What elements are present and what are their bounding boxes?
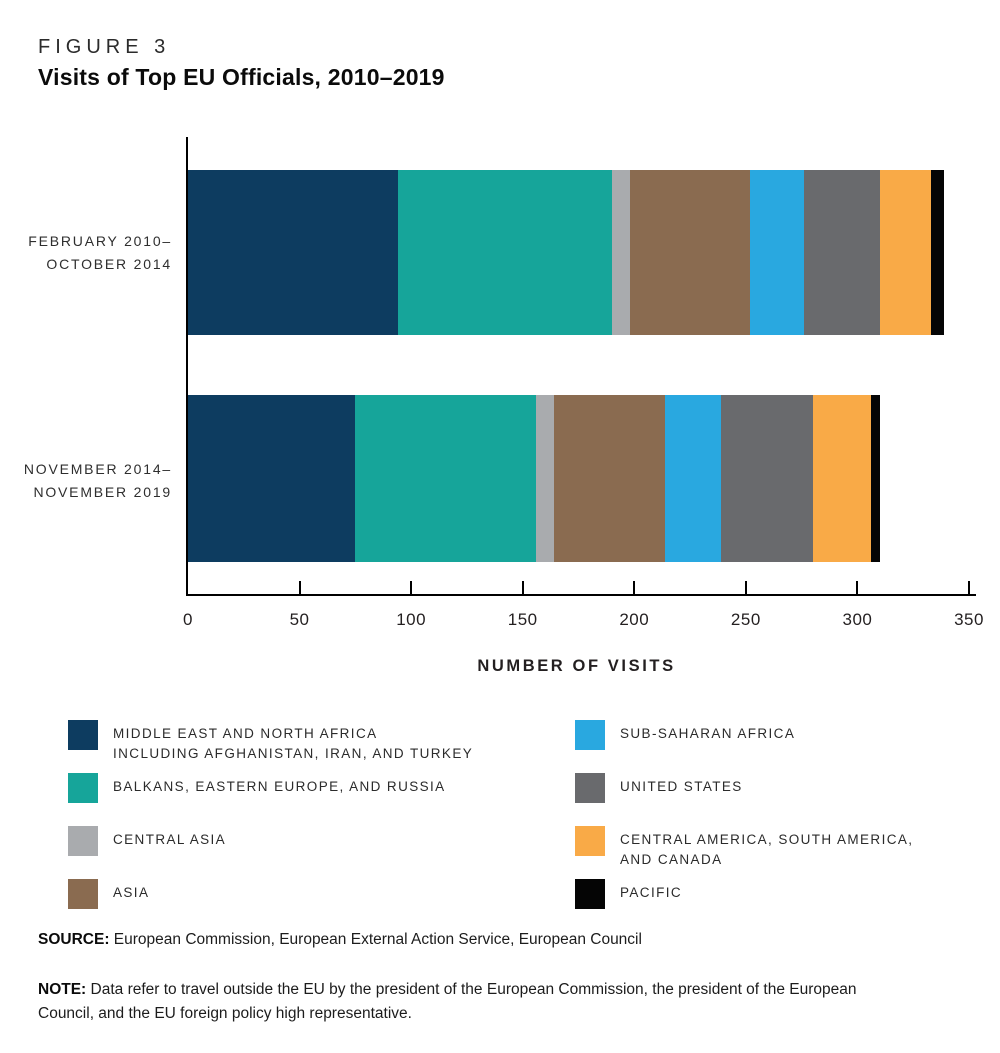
note-label: NOTE:: [38, 981, 87, 998]
legend-column-right: [575, 720, 913, 932]
bar-segment: [355, 395, 536, 562]
bar-segment: [398, 170, 612, 335]
legend-entry: [68, 826, 473, 879]
x-tick-label: 100: [396, 610, 427, 629]
x-tick: [968, 581, 970, 594]
legend-swatch: [68, 720, 98, 750]
x-tick: [522, 581, 524, 594]
legend-entry: [575, 879, 913, 932]
source-text: European Commission, European External Action Service, European Council: [109, 931, 642, 948]
legend-label: UNITED STATES: [620, 779, 743, 794]
legend-entry: [575, 826, 913, 879]
bar-segment: [630, 170, 750, 335]
bar-segment: [871, 395, 880, 562]
legend-entry: [575, 720, 913, 773]
x-tick-label: 150: [507, 610, 538, 629]
x-tick: [633, 581, 635, 594]
x-tick: [410, 581, 412, 594]
bar-segment: [188, 395, 355, 562]
bar-segment: [804, 170, 880, 335]
source-label: SOURCE:: [38, 931, 110, 948]
category-label: NOVEMBER 2014– NOVEMBER 2019: [23, 461, 172, 500]
legend-swatch: [68, 826, 98, 856]
x-tick-label: 250: [730, 610, 761, 629]
legend-label: MIDDLE EAST AND NORTH AFRICA INCLUDING AFGHANISTAN, IRAN, AND TURKEY: [113, 726, 474, 761]
legend-entry: [68, 879, 473, 932]
legend-swatch: [68, 773, 98, 803]
x-axis-title: NUMBER OF VISITS: [477, 657, 676, 675]
plot-area: [188, 137, 969, 594]
x-tick-label: 50: [289, 610, 310, 629]
legend-label: BALKANS, EASTERN EUROPE, AND RUSSIA: [113, 779, 446, 794]
note-text: Data refer to travel outside the EU by the president of the European Commission, the president of the European Council, and the EU foreign policy high representative.: [38, 981, 857, 1022]
x-tick-label: 0: [183, 610, 193, 629]
legend-label: CENTRAL ASIA: [113, 832, 227, 847]
legend-swatch: [575, 773, 605, 803]
bar-segment: [536, 395, 554, 562]
stacked-bar-1: [188, 395, 969, 562]
bar-segment: [612, 170, 630, 335]
x-tick: [299, 581, 301, 594]
legend-swatch: [575, 879, 605, 909]
bar-segment: [750, 170, 804, 335]
bar-segment: [188, 170, 398, 335]
category-label: FEBRUARY 2010– OCTOBER 2014: [28, 233, 172, 272]
bar-segment: [880, 170, 931, 335]
x-tick-label: 300: [842, 610, 873, 629]
bar-segment: [721, 395, 812, 562]
bar-segment: [554, 395, 666, 562]
chart-title: Visits of Top EU Officials, 2010–2019: [38, 64, 445, 90]
legend-label: SUB-SAHARAN AFRICA: [620, 726, 796, 741]
x-tick: [745, 581, 747, 594]
bar-segment: [931, 170, 944, 335]
bar-segment: [665, 395, 721, 562]
x-axis-line: [186, 594, 976, 596]
legend-label: ASIA: [113, 885, 150, 900]
legend-swatch: [575, 826, 605, 856]
legend-label: PACIFIC: [620, 885, 683, 900]
legend-entry: [68, 773, 473, 826]
figure-label: FIGURE 3: [38, 36, 171, 58]
legend-swatch: [575, 720, 605, 750]
legend-column-left: [68, 720, 473, 932]
x-tick: [856, 581, 858, 594]
source-line: [38, 931, 642, 949]
x-tick-label: 200: [619, 610, 650, 629]
legend-entry: [575, 773, 913, 826]
note-line: [38, 978, 908, 1026]
stacked-bar-0: [188, 170, 969, 335]
legend-swatch: [68, 879, 98, 909]
x-tick-label: 350: [954, 610, 984, 629]
bar-segment: [813, 395, 871, 562]
legend-label: CENTRAL AMERICA, SOUTH AMERICA, AND CANADA: [620, 832, 914, 867]
legend-entry: [68, 720, 473, 773]
x-tick-labels: [183, 610, 984, 634]
